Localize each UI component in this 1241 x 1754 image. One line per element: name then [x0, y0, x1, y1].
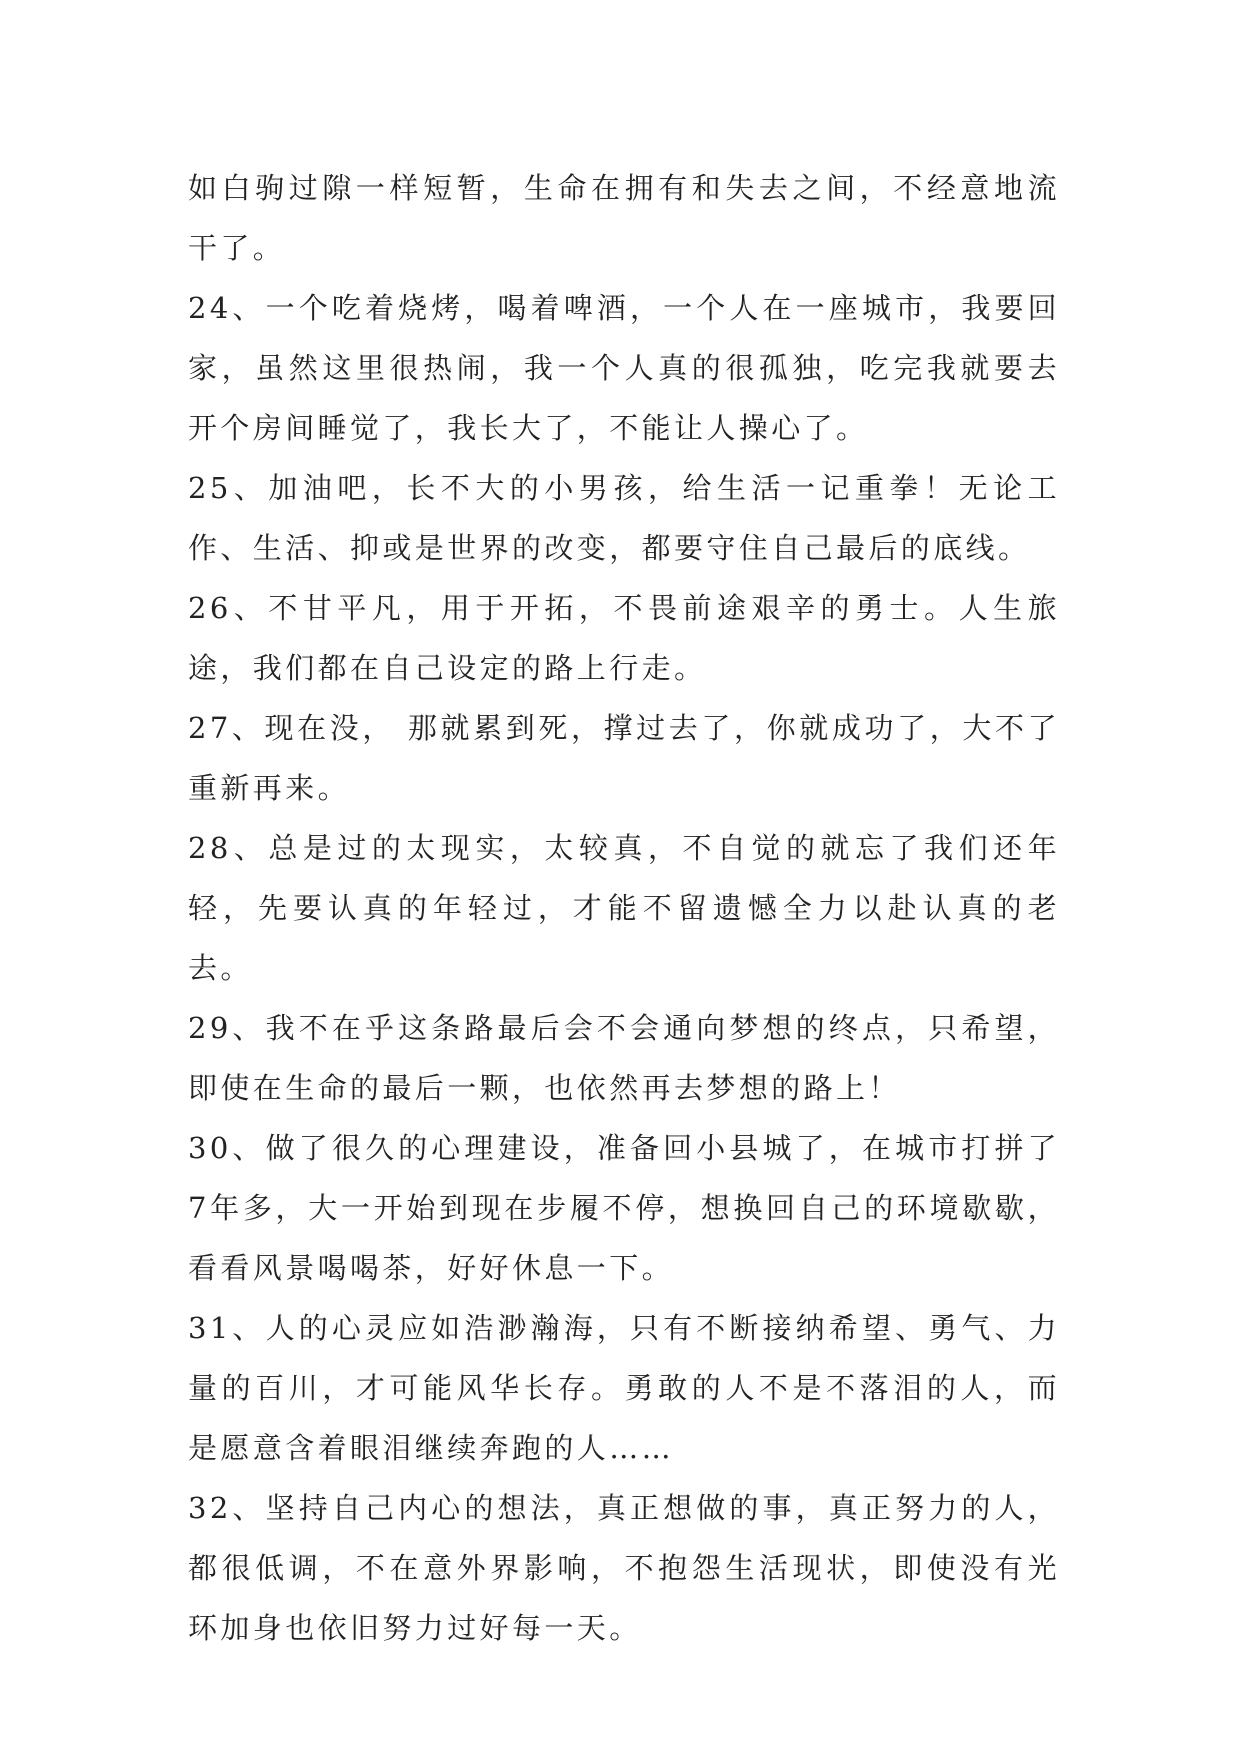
paragraph-32: 32、坚持自己内心的想法，真正想做的事，真正努力的人，都很低调，不在意外界影响，不抱怨生活现状，即使没有光环加身也依旧努力过好每一天。 — [188, 1491, 1060, 1645]
paragraph-27: 27、现在没， 那就累到死，撑过去了，你就成功了，大不了重新再来。 — [188, 711, 1060, 805]
paragraph-25: 25、加油吧，长不大的小男孩，给生活一记重拳！无论工作、生活、抑或是世界的改变，都要守住自己最后的底线。 — [188, 471, 1060, 565]
paragraph-30: 30、做了很久的心理建设，准备回小县城了，在城市打拼了7年多，大一开始到现在步履不停，想换回自己的环境歇歇，看看风景喝喝茶，好好休息一下。 — [188, 1131, 1060, 1285]
paragraph-24: 24、一个吃着烧烤，喝着啤酒，一个人在一座城市，我要回家，虽然这里很热闹，我一个人真的很孤独，吃完我就要去开个房间睡觉了，我长大了，不能让人操心了。 — [188, 291, 1060, 445]
paragraph-continuation: 如白驹过隙一样短暂，生命在拥有和失去之间，不经意地流干了。 — [188, 171, 1060, 265]
document-body — [188, 158, 1060, 1658]
paragraph-31: 31、人的心灵应如浩渺瀚海，只有不断接纳希望、勇气、力量的百川，才可能风华长存。勇敢的人不是不落泪的人，而是愿意含着眼泪继续奔跑的人…… — [188, 1311, 1060, 1465]
paragraph-28: 28、总是过的太现实，太较真，不自觉的就忘了我们还年轻，先要认真的年轻过，才能不留遗憾全力以赴认真的老去。 — [188, 831, 1060, 985]
paragraph-29: 29、我不在乎这条路最后会不会通向梦想的终点，只希望，即使在生命的最后一颗，也依然再去梦想的路上！ — [188, 1011, 1060, 1105]
paragraph-26: 26、不甘平凡，用于开拓，不畏前途艰辛的勇士。人生旅途，我们都在自己设定的路上行走。 — [188, 591, 1060, 685]
